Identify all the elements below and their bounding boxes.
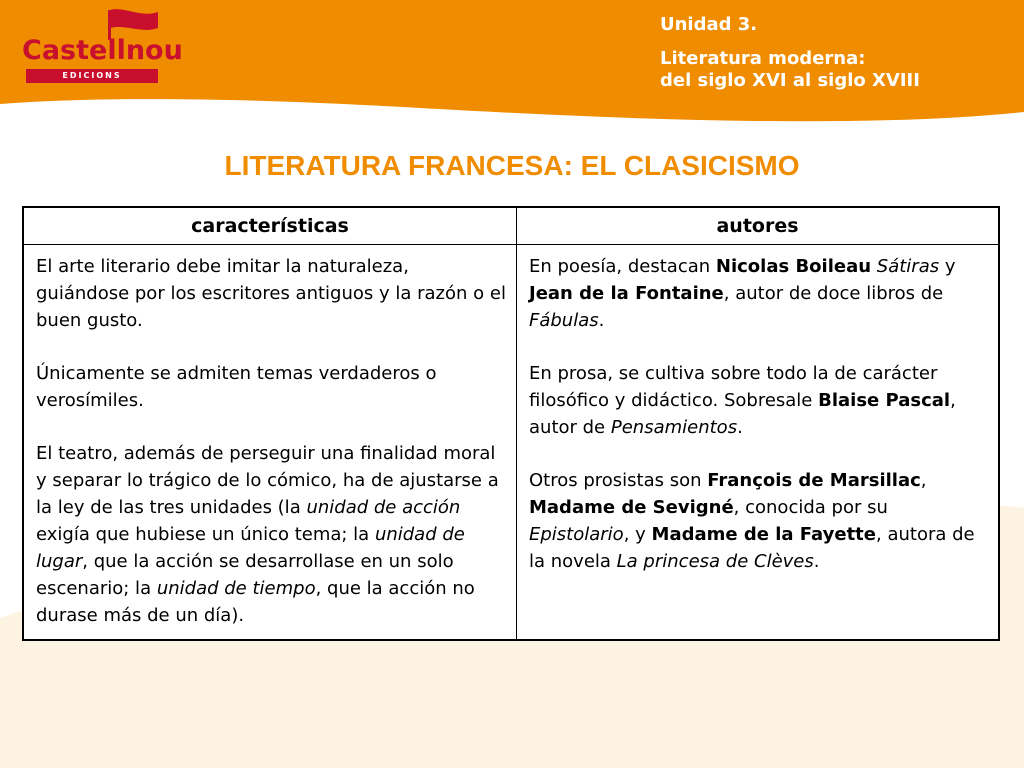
author-name: Madame de la Fayette bbox=[651, 524, 876, 545]
paragraph bbox=[36, 440, 506, 629]
work-title: Epistolario bbox=[529, 524, 624, 545]
text: En prosa, se cultiva sobre todo la de carácter filosófico y didáctico. Sobresale bbox=[529, 363, 938, 411]
text: , autor de bbox=[529, 390, 956, 438]
text: exigía que hubiese un único tema; la bbox=[36, 524, 375, 545]
header-caracteristicas: características bbox=[23, 207, 517, 245]
text: , bbox=[920, 470, 927, 491]
text: Únicamente se admiten temas verdaderos o verosímiles. bbox=[36, 363, 437, 411]
unit-info bbox=[660, 14, 1020, 92]
table-header-row bbox=[23, 207, 999, 245]
text: y bbox=[939, 256, 956, 277]
text: , autora de la novela bbox=[529, 524, 975, 572]
author-name: Jean de la Fontaine bbox=[529, 283, 724, 304]
paragraph bbox=[529, 467, 988, 575]
work-title: Sátiras bbox=[876, 256, 940, 277]
work-title: La princesa de Clèves bbox=[616, 551, 814, 572]
unit-label: Unidad 3. bbox=[660, 14, 758, 35]
text: . bbox=[737, 417, 743, 438]
text: En poesía, destacan bbox=[529, 256, 716, 277]
cell-autores bbox=[517, 245, 1000, 641]
publisher-logo bbox=[22, 8, 183, 80]
text: , que la acción no durase más de un día). bbox=[36, 578, 475, 626]
text: El teatro, además de perseguir una finalidad moral y separar lo trágico de lo cómico, ha de ajustarse a la ley de las tres unidades (la bbox=[36, 443, 499, 518]
unit-title-line-1: Literatura moderna: bbox=[660, 48, 866, 69]
text: Otros prosistas son bbox=[529, 470, 708, 491]
logo-subtitle: EDICIONS bbox=[26, 69, 158, 83]
logo-name: Castellnou bbox=[22, 35, 183, 66]
author-name: Madame de Sevigné bbox=[529, 497, 734, 518]
text: . bbox=[598, 310, 605, 331]
work-title: Pensamientos bbox=[610, 417, 738, 438]
paragraph bbox=[529, 253, 988, 334]
table-row bbox=[23, 245, 999, 641]
text: , autor de doce libros de bbox=[723, 283, 944, 304]
text: , que la acción se desarrollase en un solo escenario; la bbox=[36, 551, 454, 599]
cell-caracteristicas bbox=[23, 245, 517, 641]
paragraph bbox=[529, 360, 988, 441]
paragraph bbox=[36, 360, 506, 414]
author-name: François de Marsillac bbox=[707, 470, 921, 491]
italic-term: unidad de lugar bbox=[36, 524, 465, 572]
slide-title: LITERATURA FRANCESA: EL CLASICISMO bbox=[224, 150, 800, 181]
text: . bbox=[813, 551, 820, 572]
text: , y bbox=[623, 524, 652, 545]
content-table bbox=[22, 206, 1000, 641]
italic-term: unidad de acción bbox=[306, 497, 461, 518]
unit-title-line-2: del siglo XVI al siglo XVIII bbox=[660, 70, 920, 91]
author-name: Nicolas Boileau bbox=[715, 256, 872, 277]
author-name: Blaise Pascal bbox=[818, 390, 951, 411]
italic-term: unidad de tiempo bbox=[156, 578, 316, 599]
paragraph bbox=[36, 253, 506, 334]
text: El arte literario debe imitar la naturaleza, guiándose por los escritores antiguos y la razón o el buen gusto. bbox=[36, 256, 506, 331]
header-autores: autores bbox=[517, 207, 1000, 245]
work-title: Fábulas bbox=[529, 310, 599, 331]
text: , conocida por su bbox=[733, 497, 888, 518]
